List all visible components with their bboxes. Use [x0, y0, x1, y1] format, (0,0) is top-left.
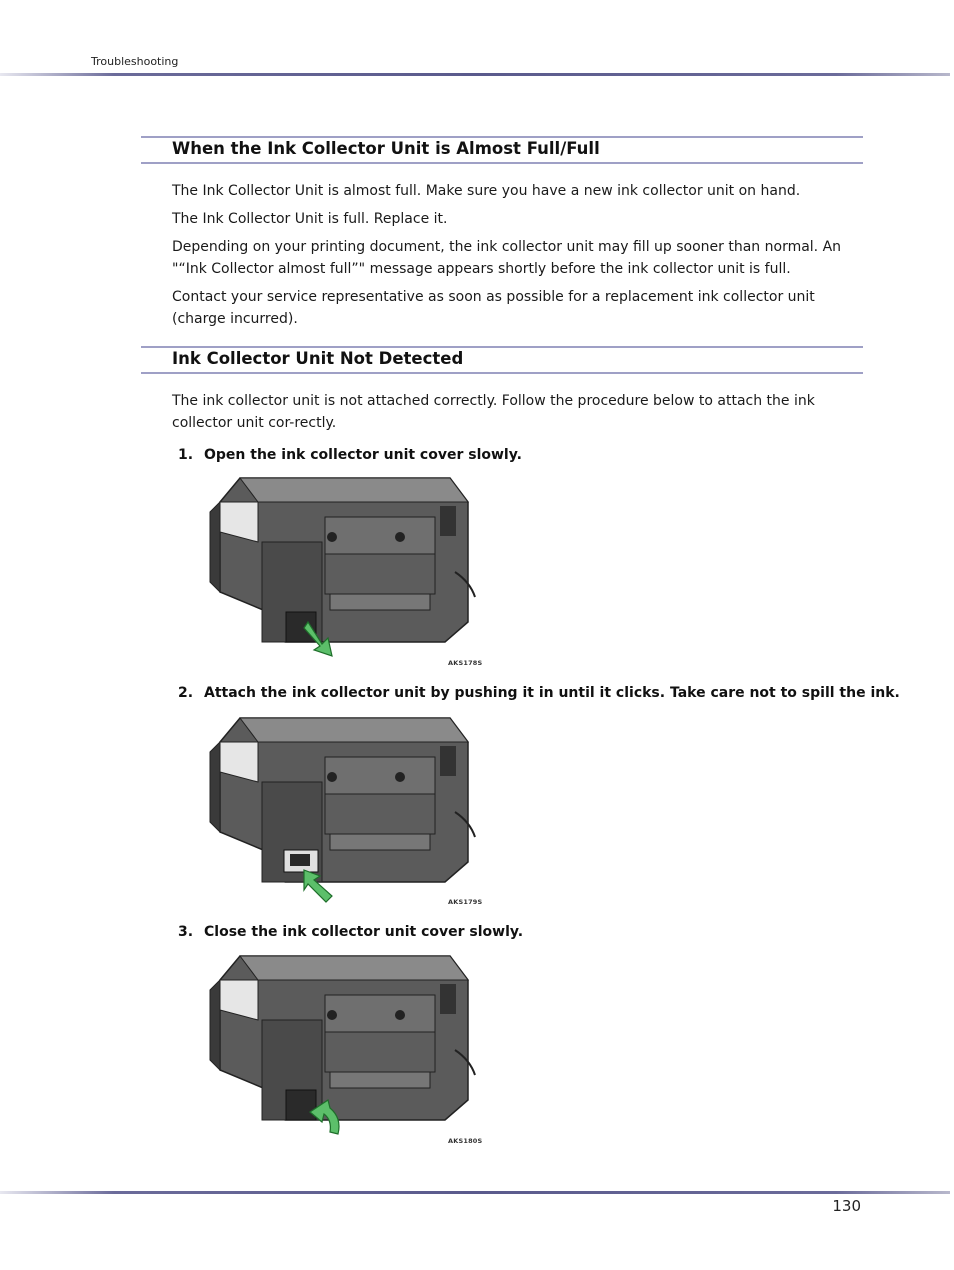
header-rule: [0, 73, 950, 76]
figure-code: AKS178S: [448, 659, 483, 667]
section-heading-almost-full: [141, 136, 863, 164]
step-1: [178, 447, 522, 463]
section-heading-not-detected: [141, 346, 863, 374]
step-text: Attach the ink collector unit by pushing it in until it clicks. Take care not to spill the ink.: [204, 685, 900, 701]
paragraph: The Ink Collector Unit is full. Replace it.: [172, 211, 448, 227]
step-number: 2.: [178, 685, 194, 701]
section-title: Ink Collector Unit Not Detected: [172, 349, 464, 368]
step-number: 1.: [178, 447, 194, 463]
printer-illustration-attach-unit: [200, 712, 482, 912]
paragraph: The ink collector unit is not attached correctly. Follow the procedure below to attach the ink collector unit cor-rectly.: [172, 393, 815, 431]
step-3: [178, 924, 523, 940]
printer-body: [210, 718, 475, 882]
figure-code: AKS180S: [448, 1137, 483, 1145]
section-title: When the Ink Collector Unit is Almost Full/Full: [172, 139, 600, 158]
paragraph: The Ink Collector Unit is almost full. Make sure you have a new ink collector unit on hand.: [172, 183, 801, 199]
printer-body: [210, 478, 475, 642]
running-head: Troubleshooting: [91, 55, 179, 68]
step-number: 3.: [178, 924, 194, 940]
step-text: Close the ink collector unit cover slowly.: [204, 924, 524, 940]
page-number: 130: [832, 1197, 861, 1215]
paragraph: Contact your service representative as soon as possible for a replacement ink collector unit (charge incurred).: [172, 289, 815, 327]
printer-body: [210, 956, 475, 1120]
printer-illustration-close-cover: [200, 950, 482, 1150]
figure-code: AKS179S: [448, 898, 483, 906]
footer-rule: [0, 1191, 950, 1194]
printer-illustration-open-cover: [200, 472, 482, 672]
paragraph: Depending on your printing document, the ink collector unit may fill up sooner than normal. An "“Ink Collector almost full”" message appears shortly before the ink collector unit is full.: [172, 239, 842, 277]
step-text: Open the ink collector unit cover slowly.: [204, 447, 522, 463]
step-2: [178, 685, 900, 701]
